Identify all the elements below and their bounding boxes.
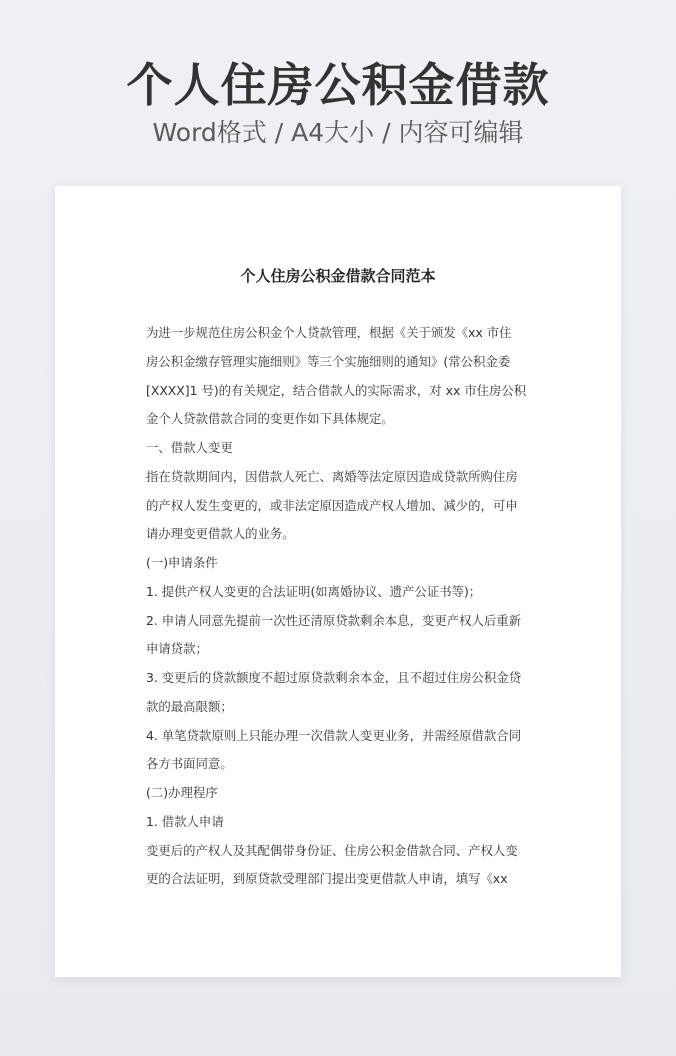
list-item: 2. 申请人同意先提前一次性还清原贷款剩余本息，变更产权人后重新 (146, 612, 522, 628)
document-body (146, 319, 532, 894)
document-line: 房公积金缴存管理实施细则》等三个实施细则的通知》(常公积金委 (146, 353, 511, 369)
document-title: 个人住房公积金借款合同范本 (240, 267, 436, 285)
list-item: 1. 借款人申请 (146, 813, 224, 829)
document-line: 指在贷款期间内，因借款人死亡、离婚等法定原因造成贷款所购住房 (146, 468, 518, 484)
list-item: 4. 单笔贷款原则上只能办理一次借款人变更业务，并需经原借款合同 (146, 727, 522, 743)
document-page (55, 186, 621, 977)
document-line: 为进一步规范住房公积金个人贷款管理，根据《关于颁发《xx 市住 (146, 325, 512, 340)
document-line: 金个人贷款借款合同的变更作如下具体规定。 (146, 411, 394, 427)
subsection-heading: (二)办理程序 (146, 785, 218, 800)
document-line: 更的合法证明，到原贷款受理部门提出变更借款人申请，填写《xx (146, 871, 508, 887)
section-heading: 一、借款人变更 (146, 440, 233, 455)
subsection-heading: (一)申请条件 (146, 555, 218, 570)
list-item: 3. 变更后的贷款额度不超过原贷款剩余本金，且不超过住房公积金贷 (146, 670, 522, 685)
banner-title: 个人住房公积金借款 (126, 58, 550, 112)
document-line: [XXXX]1 号)的有关规定，结合借款人的实际需求，对 xx 市住房公积 (146, 382, 527, 398)
banner-subtitle: Word格式 / A4大小 / 内容可编辑 (152, 118, 524, 147)
list-item-continuation: 申请贷款； (146, 641, 208, 657)
list-item-continuation: 款的最高限额； (146, 698, 233, 714)
document-line: 变更后的产权人及其配偶带身份证、住房公积金借款合同、产权人变 (146, 842, 518, 858)
document-line: 请办理变更借款人的业务。 (146, 526, 295, 542)
document-line: 的产权人发生变更的，或非法定原因造成产权人增加、减少的，可申 (146, 497, 518, 513)
list-item-continuation: 各方书面同意。 (146, 756, 233, 772)
list-item: 1. 提供产权人变更的合法证明(如离婚协议、遗产公证书等)； (146, 583, 482, 599)
